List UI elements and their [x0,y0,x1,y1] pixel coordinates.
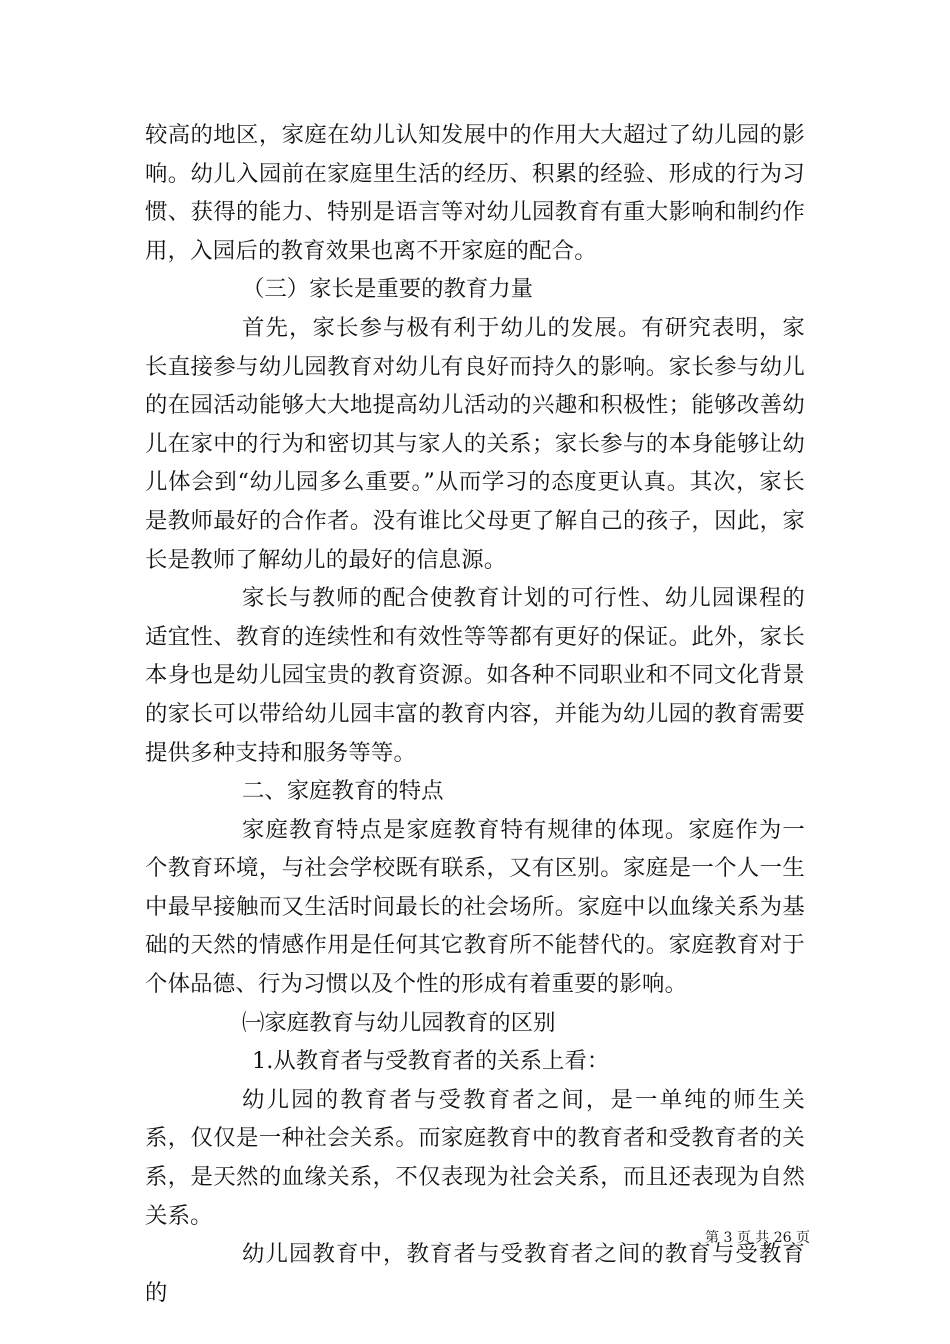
paragraph-kindergarten-education-start: 幼儿园教育中，教育者与受教育者之间的教育与受教育的 [145,1241,805,1306]
page-body [145,116,805,1312]
paragraph-teacher-student-relationship: 幼儿园的教育者与受教育者之间，是一单纯的师生关系，仅仅是一种社会关系。而家庭教育中的教育者和受教育者的关系，是天然的血缘关系，不仅表现为社会关系，而且还表现为自然关系。 [145,1086,805,1229]
paragraph-intro-continuation: 较高的地区，家庭在幼儿认知发展中的作用大大超过了幼儿园的影响。幼儿入园前在家庭里生活的经历、积累的经验、形成的行为习惯、获得的能力、特别是语言等对幼儿园教育有重大影响和制约作用，入园后的教育效果也离不开家庭的配合。 [145,122,805,264]
subsection-heading-differences: ㈠家庭教育与幼儿园教育的区别 [242,1009,556,1036]
page-number-footer [660,1229,810,1247]
paragraph-family-education-features: 家庭教育特点是家庭教育特有规律的体现。家庭作为一个教育环境，与社会学校既有联系，又有区别。家庭是一个人一生中最早接触而又生活时间最长的社会场所。家庭中以血缘关系为基础的天然的情感作用是任何其它教育所不能替代的。家庭教育对于个体品德、行为习惯以及个性的形成有着重要的影响。 [145,816,805,998]
page-number-label: 第 3 页 共 26 页 [705,1230,810,1246]
list-item-heading-relationship: 1.从教育者与受教育者的关系上看： [252,1048,610,1075]
paragraph-parents-participation: 首先，家长参与极有利于幼儿的发展。有研究表明，家长直接参与幼儿园教育对幼儿有良好而持久的影响。家长参与幼儿的在园活动能够大大地提高幼儿活动的兴趣和积极性；能够改善幼儿在家中的行为和密切其与家人的关系；家长参与的本身能够让幼儿体会到“幼儿园多么重要。”从而学习的态度更认真。其次，家长是教师最好的合作者。没有谁比父母更了解自己的孩子，因此，家长是教师了解幼儿的最好的信息源。 [145,314,805,573]
section-heading-parents-power: （三）家长是重要的教育力量 [242,276,534,303]
section-heading-family-education-features: 二、家庭教育的特点 [242,778,444,805]
paragraph-parent-teacher-cooperation: 家长与教师的配合使教育计划的可行性、幼儿园课程的适宜性、教育的连续性和有效性等等都有更好的保证。此外，家长本身也是幼儿园宝贵的教育资源。如各种不同职业和不同文化背景的家长可以带给幼儿园丰富的教育内容，并能为幼儿园的教育需要提供多种支持和服务等等。 [145,585,805,766]
